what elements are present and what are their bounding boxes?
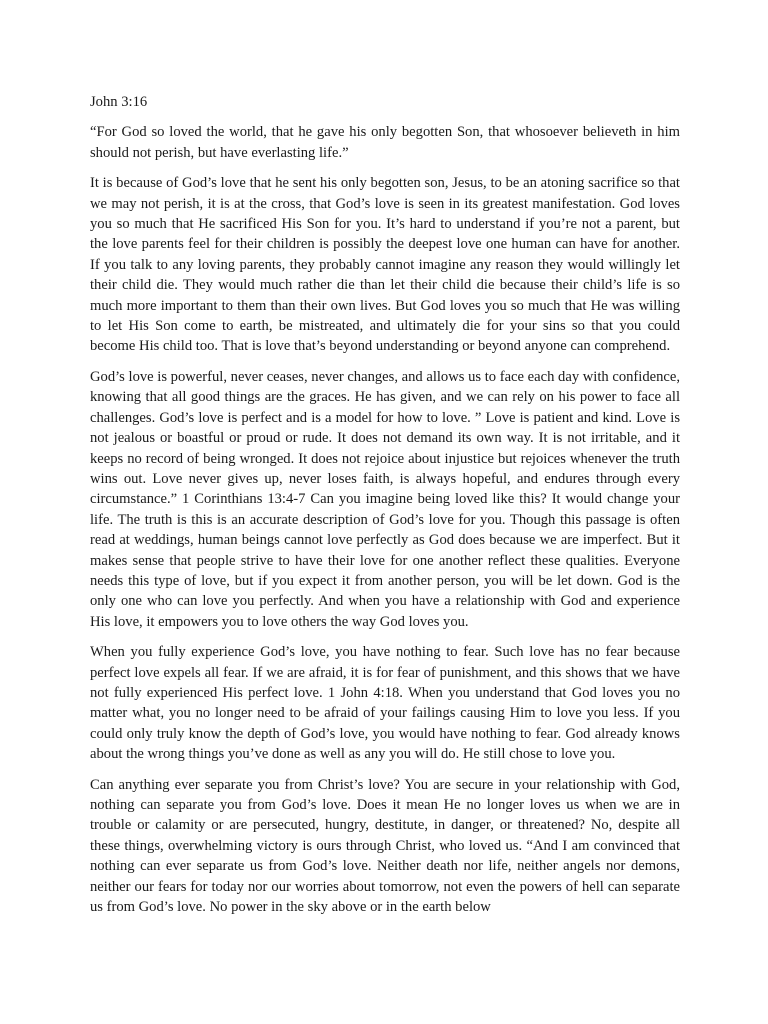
paragraph-verse: “For God so loved the world, that he gave his only begotten Son, that whosoever believeth in him should not perish, but have everlasting life.” — [90, 124, 680, 161]
paragraph-separation: Can anything ever separate you from Christ’s love? You are secure in your relationship with God, nothing can separate you from God’s love. Does it mean He no longer loves us when we are in trouble or calamity or are persecuted, hungry, destitute, in danger, or threatened? No, despite all these things, overwhelming victory is ours through Christ, who loved us. “And I am convinced that nothing can ever separate us from God’s love. Neither death nor life, neither angels nor demons, neither our fears for today nor our worries about tomorrow, not even the powers of hell can separate us from God’s love. No power in the sky above or in the earth below — [90, 776, 680, 916]
paragraph-no-fear: When you fully experience God’s love, you have nothing to fear. Such love has no fear because perfect love expels all fear. If we are afraid, it is for fear of punishment, and this shows that we have not fully experienced His perfect love. 1 John 4:18. When you understand that God loves you no matter what, you no longer need to be afraid of your failings causing Him to love you less. If you could only truly know the depth of God’s love, you would have nothing to fear. God already knows about the wrong things you’ve done as well as any you will do. He still chose to love you. — [90, 644, 680, 763]
paragraph-sacrifice: It is because of God’s love that he sent his only begotten son, Jesus, to be an atoning sacrifice so that we may not perish, it is at the cross, that God’s love is seen in its greatest manifestation. God loves you so much that He sacrificed His Son for you. It’s hard to understand if you’re not a parent, but the love parents feel for their children is possibly the deepest love one human can have for another. If you talk to any loving parents, they probably cannot imagine any reason they would willingly let their child die. They would much rather die than let their child die because their child’s life is so much more important to them than their own lives. But God loves you so much that He was willing to let His Son come to earth, be mistreated, and ultimately die for your sins so that you could become His child too. That is love that’s beyond understanding or beyond anyone can comprehend. — [90, 175, 680, 355]
paragraph-perfect-love: God’s love is powerful, never ceases, never changes, and allows us to face each day with confidence, knowing that all good things are the graces. He has given, and we can rely on his power to face all challenges. God’s love is perfect and is a model for how to love. ” Love is patient and kind. Love is not jealous or boastful or proud or rude. It does not demand its own way. It is not irritable, and it keeps no record of being wronged. It does not rejoice about injustice but rejoices whenever the truth wins out. Love never gives up, never loses faith, is always hopeful, and endures through every circumstance.” 1 Corinthians 13:4-7 Can you imagine being loved like this? It would change your life. The truth is this is an accurate description of God’s love for you. Though this passage is often read at weddings, human beings cannot love perfectly as God does because we are imperfect. But it makes sense that people strive to have their love for one another reflect these qualities. Everyone needs this type of love, but if you expect it from another person, you will be let down. God is the only one who can love you perfectly. And when you have a relationship with God and experience His love, it empowers you to love others the way God loves you. — [90, 368, 681, 630]
document-page — [90, 92, 680, 917]
document-heading: John 3:16 — [90, 94, 148, 110]
